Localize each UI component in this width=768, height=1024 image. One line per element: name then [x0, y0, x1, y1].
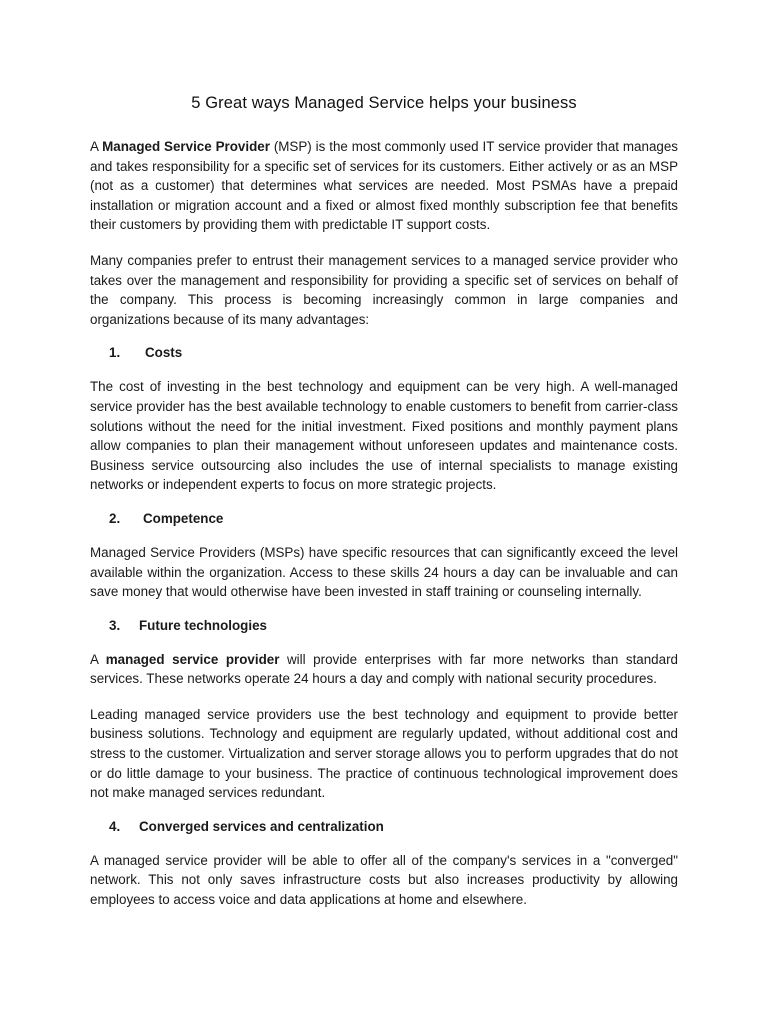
- section-number: 4.: [109, 818, 121, 834]
- section-heading-text: Competence: [143, 510, 224, 526]
- intro-p1-bold-term: Managed Service Provider: [102, 139, 270, 154]
- intro-paragraph-1: [90, 137, 678, 235]
- section-number: 1.: [109, 345, 121, 361]
- section-heading-converged-services: [90, 819, 678, 834]
- future-p1-bold-term: managed service provider: [105, 651, 280, 667]
- future-tech-paragraph-1: [90, 650, 678, 689]
- intro-p1-lead: A: [90, 139, 103, 154]
- section-heading-text: Future technologies: [139, 617, 267, 633]
- costs-paragraph: The cost of investing in the best technology and equipment can be very high. A well-managed service provider has the best available technology to enable customers to benefit from carrier-class solutions without the need for the initial investment. Fixed positions and monthly payment plans allow companies to plan their management without unforeseen updates and maintenance costs. Business service outsourcing also includes the use of internal specialists to manage existing networks or independent experts to focus on more strategic projects.: [90, 379, 678, 493]
- section-heading-text: Converged services and centralization: [139, 818, 384, 834]
- section-heading-text: Costs: [145, 345, 183, 361]
- section-heading-costs: [90, 345, 678, 360]
- section-number: 2.: [109, 510, 121, 526]
- intro-p1-rest: (MSP) is the most commonly used IT service provider that manages and takes responsibility for a specific set of services for its customers. Either actively or as an MSP (not as a customer) that determines what services are needed. Most PSMAs have a prepaid installation or migration account and a fixed or almost fixed monthly subscription fee that benefits their customers by providing them with predictable IT support costs.: [90, 139, 678, 233]
- future-p1-lead: A: [90, 651, 106, 667]
- future-p1-rest: will provide enterprises with far more networks than standard services. These networks operate 24 hours a day and comply with national security procedures.: [90, 651, 678, 687]
- future-tech-paragraph-2: Leading managed service providers use the best technology and equipment to provide better business solutions. Technology and equipment are regularly updated, without additional cost and stress to the customer. Virtualization and server storage allows you to perform upgrades that do not or do little damage to your business. The practice of continuous technological improvement does not make managed services redundant.: [90, 706, 678, 801]
- converged-paragraph: A managed service provider will be able to offer all of the company's services in a "converged" network. This not only saves infrastructure costs but also increases productivity by allowing employees to access voice and data applications at home and elsewhere.: [90, 852, 678, 908]
- document-title: 5 Great ways Managed Service helps your business: [191, 94, 577, 112]
- intro-paragraph-2: Many companies prefer to entrust their management services to a managed service provider who takes over the management and responsibility for providing a specific set of services on behalf of the company. This process is becoming increasingly common in large companies and organizations because of its many advantages:: [90, 252, 678, 327]
- section-number: 3.: [109, 617, 121, 633]
- competence-paragraph: Managed Service Providers (MSPs) have specific resources that can significantly exceed the level available within the organization. Access to these skills 24 hours a day can be invaluable and can save money that would otherwise have been invested in staff training or counseling internally.: [90, 544, 678, 600]
- section-heading-competence: [90, 511, 678, 526]
- section-heading-future-technologies: [90, 618, 678, 633]
